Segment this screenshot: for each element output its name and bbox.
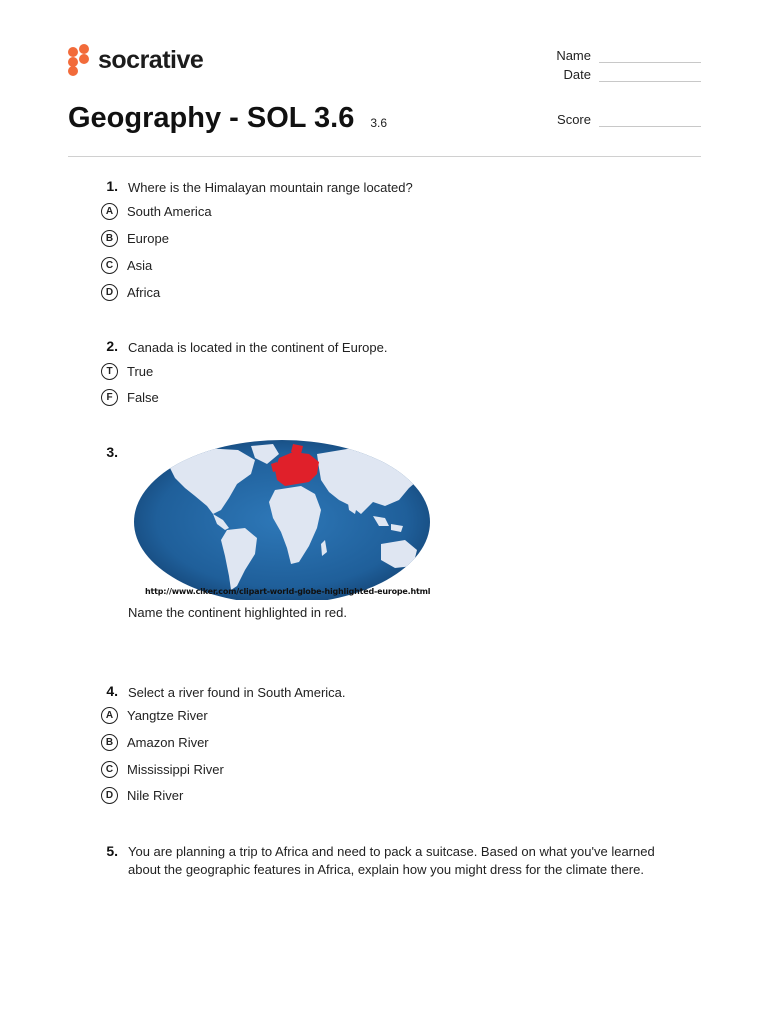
logo-text: socrative [98, 45, 204, 74]
date-label: Date [563, 67, 591, 82]
question-4-option-a[interactable] [101, 705, 208, 725]
question-2-option-false[interactable] [101, 387, 159, 407]
socrative-logo [68, 44, 203, 76]
option-text: South America [127, 203, 212, 219]
option-bubble[interactable]: A [101, 203, 118, 220]
question-2-text: Canada is located in the continent of Europe. [128, 340, 388, 355]
option-bubble[interactable]: F [101, 389, 118, 406]
option-bubble[interactable]: D [101, 787, 118, 804]
option-bubble[interactable]: C [101, 761, 118, 778]
question-4-number: 4. [106, 683, 118, 699]
option-bubble[interactable]: T [101, 363, 118, 380]
option-text: True [127, 363, 154, 379]
score-line[interactable] [599, 112, 701, 127]
question-3-number: 3. [106, 444, 118, 460]
question-1-option-a[interactable] [101, 201, 212, 221]
world-globe-europe-highlighted-icon [133, 440, 431, 600]
question-4-option-c[interactable] [101, 759, 224, 779]
option-bubble[interactable]: D [101, 284, 118, 301]
option-text: Asia [127, 257, 153, 273]
option-bubble[interactable]: C [101, 257, 118, 274]
option-text: Africa [127, 284, 161, 300]
option-bubble[interactable]: B [101, 230, 118, 247]
name-field[interactable] [531, 48, 701, 63]
option-bubble[interactable]: B [101, 734, 118, 751]
name-line[interactable] [599, 48, 701, 63]
option-bubble[interactable]: A [101, 707, 118, 724]
question-2-option-true[interactable] [101, 361, 153, 381]
option-text: Mississippi River [127, 761, 224, 777]
question-5-text-line-2: about the geographic features in Africa, explain how you might dress for the climate there. [128, 862, 644, 877]
date-line[interactable] [599, 67, 701, 82]
date-field[interactable] [531, 67, 701, 82]
option-text: Europe [127, 230, 169, 246]
world-map-image [133, 440, 431, 600]
question-1-option-c[interactable] [101, 255, 152, 275]
question-1-option-b[interactable] [101, 228, 169, 248]
question-1-number: 1. [106, 178, 118, 194]
question-2-number: 2. [106, 338, 118, 354]
map-image-credit[interactable]: http://www.clker.com/clipart-world-globe-highlighted-europe.html [145, 587, 431, 596]
score-label: Score [557, 112, 591, 127]
option-text: Amazon River [127, 734, 209, 750]
name-label: Name [556, 48, 591, 63]
question-4-text: Select a river found in South America. [128, 685, 346, 700]
score-field[interactable] [531, 112, 701, 127]
question-1-text: Where is the Himalayan mountain range located? [128, 180, 413, 195]
question-4-option-d[interactable] [101, 785, 183, 805]
question-3-text: Name the continent highlighted in red. [128, 605, 347, 620]
page-subtitle: 3.6 [370, 116, 388, 130]
option-text: Yangtze River [127, 707, 208, 723]
option-text: Nile River [127, 787, 184, 803]
header-divider [68, 156, 701, 157]
question-5-text-line-1: You are planning a trip to Africa and need to pack a suitcase. Based on what you've learned [128, 844, 655, 859]
title-row [68, 102, 387, 135]
page-title: Geography - SOL 3.6 [68, 102, 355, 134]
question-4-option-b[interactable] [101, 732, 209, 752]
question-1-option-d[interactable] [101, 282, 160, 302]
option-text: False [127, 389, 159, 405]
question-5-number: 5. [106, 843, 118, 859]
socrative-logo-icon [68, 44, 92, 76]
